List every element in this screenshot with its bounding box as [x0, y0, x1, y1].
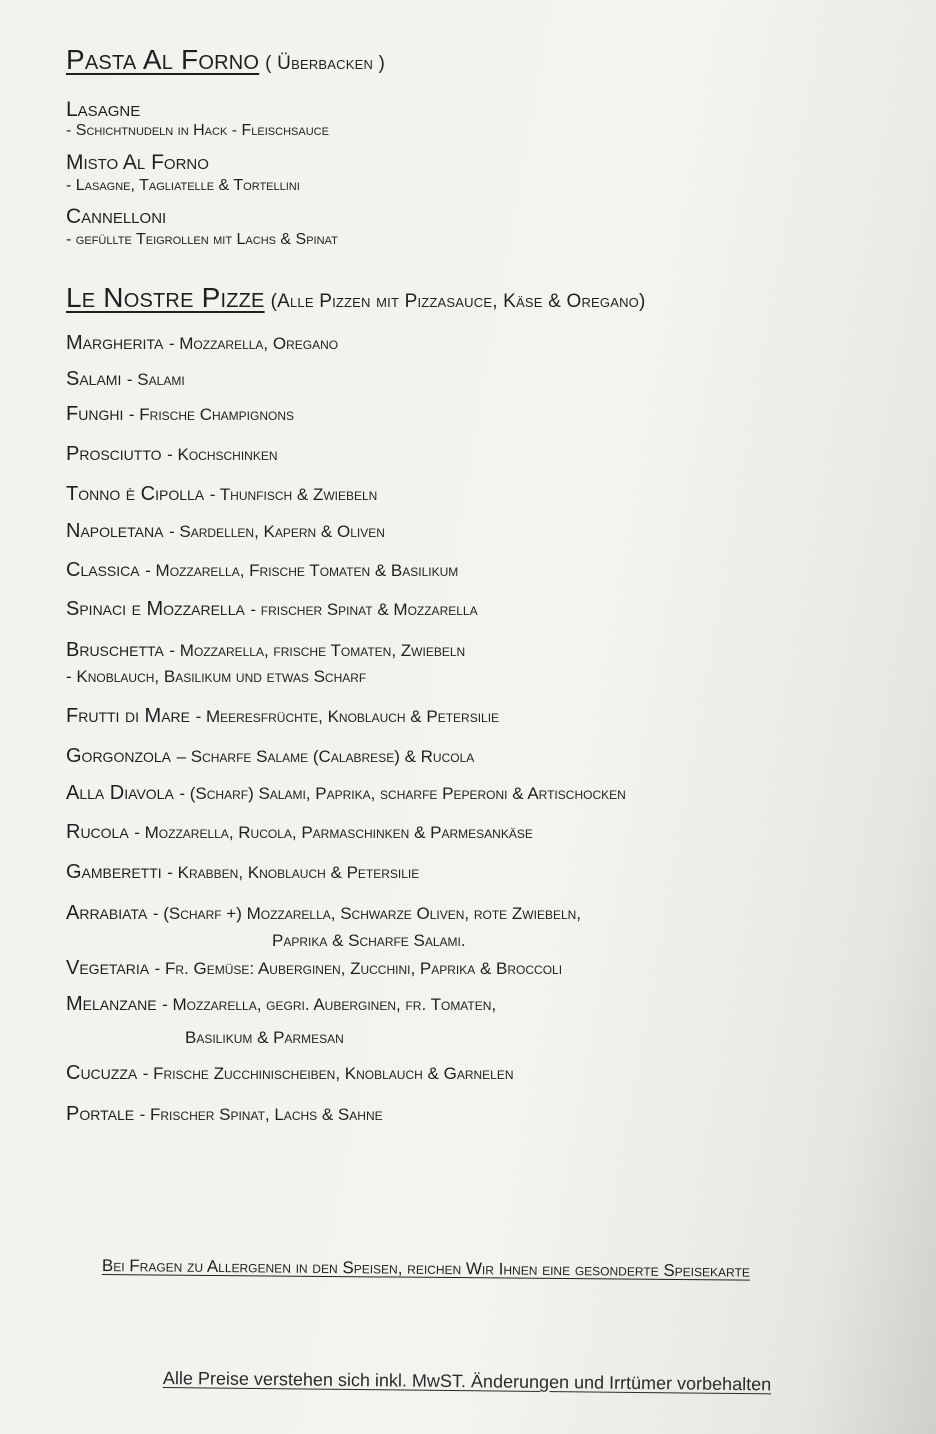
pizza-item: [66, 332, 338, 355]
pizza-item: [66, 443, 278, 466]
pizza-item: [66, 1103, 383, 1126]
pizza-name: Portale: [66, 1103, 135, 1125]
pizza-name: Funghi: [66, 403, 124, 425]
pasta-item-name: Lasagne: [66, 98, 141, 121]
pasta-item-name: Cannelloni: [66, 205, 167, 228]
pizza-name: Gorgonzola: [66, 745, 172, 767]
pizza-desc: - Sardellen, Kapern & Oliven: [169, 522, 385, 541]
pizza-desc: - Frische Zucchinischeiben, Knoblauch & Garnelen: [142, 1064, 514, 1083]
pizza-desc: - Salami: [126, 370, 185, 389]
pizza-desc: - Thunfisch & Zwiebeln: [209, 485, 378, 504]
pizza-item: [66, 957, 562, 980]
pizza-name: Napoletana: [66, 520, 164, 542]
pizza-desc-continued: Paprika & Scharfe Salami.: [272, 931, 466, 950]
pizza-item: [66, 782, 626, 805]
pizza-desc: - Krabben, Knoblauch & Petersilie: [167, 863, 420, 882]
pizza-name: Vegetaria: [66, 957, 150, 979]
pizza-desc: - frischer Spinat & Mozzarella: [250, 600, 478, 619]
pizza-name: Tonno è Cipolla: [66, 483, 205, 505]
pizza-name: Prosciutto: [66, 443, 162, 465]
pizza-item: [66, 520, 385, 543]
pizza-item: [66, 1062, 514, 1085]
pizza-item: [66, 403, 294, 426]
pizza-desc: - Mozzarella, Frische Tomaten & Basilikum: [145, 561, 459, 580]
pizza-item: [66, 559, 458, 582]
pizza-section-title: [66, 282, 646, 314]
pasta-item-desc: - gefüllte Teigrollen mit Lachs & Spinat: [66, 231, 338, 248]
pasta-title: Pasta Al Forno: [66, 44, 260, 75]
pizza-desc: – Scharfe Salame (Calabrese) & Rucola: [176, 747, 475, 766]
pizza-name: Bruschetta: [66, 639, 164, 661]
allergen-note: Bei Fragen zu Allergenen in den Speisen, reichen Wir Ihnen eine gesonderte Speisekarte: [101, 1256, 750, 1281]
pizza-name: Classica: [66, 559, 140, 581]
pasta-item-desc: - Lasagne, Tagliatelle & Tortellini: [66, 177, 300, 194]
pasta-section-title: [66, 44, 385, 76]
pizza-name: Margherita: [66, 332, 164, 354]
pizza-desc-continued: - Knoblauch, Basilikum und etwas Scharf: [66, 667, 367, 686]
pizza-name: Salami: [66, 368, 122, 390]
price-note: Alle Preise verstehen sich inkl. MwST. Änderungen und Irrtümer vorbehalten: [162, 1368, 772, 1395]
pizza-name: Gamberetti: [66, 861, 162, 883]
pizza-item: [66, 861, 419, 884]
pasta-title-note: ( Überbacken ): [265, 53, 386, 74]
pizza-desc: - (Scharf) Salami, Paprika, scharfe Peperoni & Artischocken: [179, 784, 626, 803]
pizza-item: [66, 598, 478, 621]
pasta-item-name: Misto Al Forno: [66, 151, 209, 174]
pizza-item: [66, 821, 533, 844]
pizza-item: [66, 993, 496, 1016]
pizza-item: [66, 368, 185, 391]
pizza-item: [66, 745, 474, 768]
pizza-desc: - Mozzarella, gegri. Auberginen, fr. Tomaten,: [162, 995, 497, 1014]
pizza-name: Frutti di Mare: [66, 705, 190, 727]
pizza-desc: - Meeresfrüchte, Knoblauch & Petersilie: [195, 707, 500, 726]
pizza-desc: - Mozzarella, Rucola, Parmaschinken & Parmesankäse: [134, 823, 533, 842]
pizza-name: Melanzane: [66, 993, 157, 1015]
pizza-item: [66, 639, 465, 662]
pizza-name: Alla Diavola: [66, 782, 174, 804]
pizza-desc: - Frischer Spinat, Lachs & Sahne: [139, 1105, 383, 1124]
pizza-desc: - Frische Champignons: [128, 405, 295, 424]
pizza-desc: - Mozzarella, frische Tomaten, Zwiebeln: [169, 641, 466, 660]
pizza-title-note: (Alle Pizzen mit Pizzasauce, Käse & Oregano): [270, 291, 646, 312]
pizza-title: Le Nostre Pizze: [66, 282, 265, 313]
pizza-item: [66, 705, 499, 728]
pizza-desc: - Kochschinken: [167, 445, 278, 464]
pizza-item: [66, 902, 581, 925]
pizza-desc-continued: Basilikum & Parmesan: [185, 1028, 344, 1047]
pizza-name: Arrabiata: [66, 902, 148, 924]
pizza-name: Spinaci e Mozzarella: [66, 598, 245, 620]
pizza-desc: - Fr. Gemüse: Auberginen, Zucchini, Paprika & Broccoli: [154, 959, 563, 978]
pasta-item-desc: - Schichtnudeln in Hack - Fleischsauce: [66, 122, 329, 139]
pizza-name: Cucuzza: [66, 1062, 138, 1084]
pizza-desc: - (Scharf +) Mozzarella, Schwarze Oliven, rote Zwiebeln,: [152, 904, 582, 923]
pizza-desc: - Mozzarella, Oregano: [168, 334, 339, 353]
pizza-name: Rucola: [66, 821, 129, 843]
pizza-item: [66, 483, 377, 506]
